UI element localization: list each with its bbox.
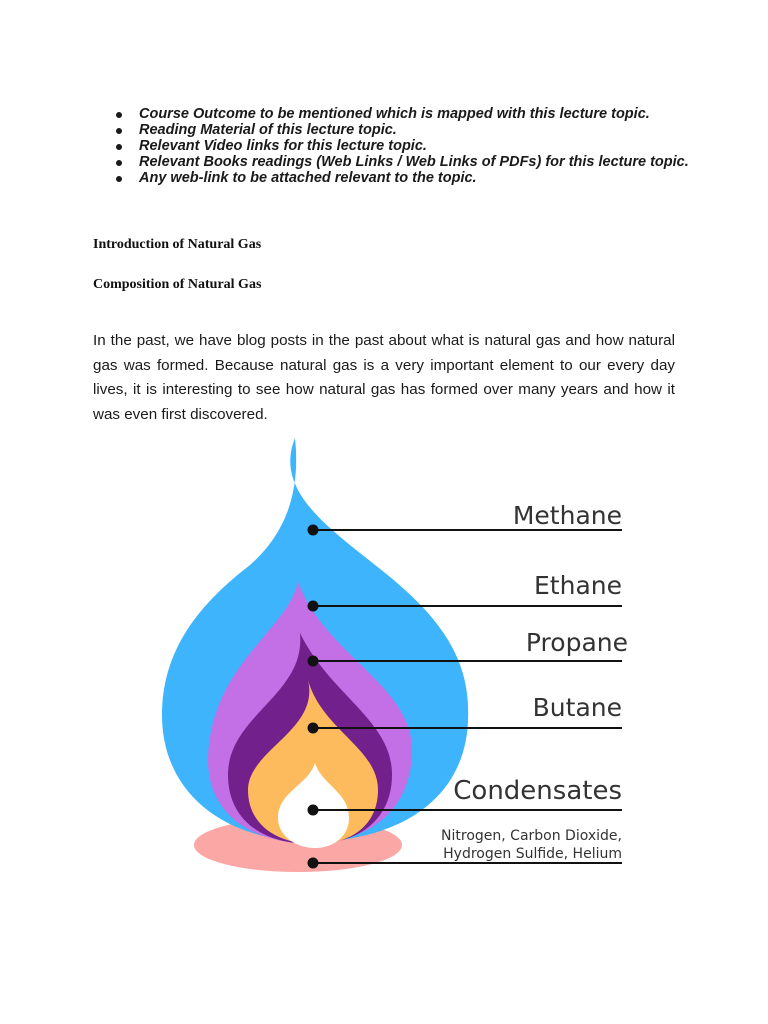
bullet-item xyxy=(114,122,704,138)
label-condensates: Condensates xyxy=(453,776,622,806)
bullet-dot-icon xyxy=(116,160,122,166)
bullet-text: Relevant Books readings (Web Links / Web Links of PDFs) for this lecture topic. xyxy=(139,154,689,170)
label-propane: Propane xyxy=(525,628,628,657)
body-paragraph: In the past, we have blog posts in the past about what is natural gas and how natural gas was formed. Because natural gas is a very important element to our every day lives, it is interesting to see how natural gas has formed over many years and how it was even first discovered. xyxy=(93,332,675,423)
bullet-item xyxy=(114,154,704,170)
bullet-text: Course Outcome to be mentioned which is mapped with this lecture topic. xyxy=(139,106,650,122)
leader-dot-propane xyxy=(308,656,319,667)
bullet-dot-icon xyxy=(116,128,122,134)
bullet-item xyxy=(114,170,704,186)
heading-introduction: Introduction of Natural Gas xyxy=(93,237,262,252)
leader-dot-butane xyxy=(308,723,319,734)
leader-dot-other-gases xyxy=(308,858,319,869)
label-other-gases-line2: Hydrogen Sulfide, Helium xyxy=(443,846,622,862)
bullet-text: Any web-link to be attached relevant to the topic. xyxy=(139,170,477,186)
leader-dot-ethane xyxy=(308,601,319,612)
label-ethane: Ethane xyxy=(534,571,622,600)
bullet-item xyxy=(114,106,704,122)
natural-gas-composition-diagram xyxy=(150,430,650,890)
leader-dot-condensates xyxy=(308,805,319,816)
bullet-item xyxy=(114,138,704,154)
label-methane: Methane xyxy=(512,501,622,530)
bullet-text: Reading Material of this lecture topic. xyxy=(139,122,397,138)
heading-composition: Composition of Natural Gas xyxy=(93,277,262,292)
bullet-dot-icon xyxy=(116,176,122,182)
bullet-dot-icon xyxy=(116,144,122,150)
leader-dot-methane xyxy=(308,525,319,536)
bullet-dot-icon xyxy=(116,112,122,118)
label-butane: Butane xyxy=(532,693,622,722)
bullet-text: Relevant Video links for this lecture topic. xyxy=(139,138,427,154)
lecture-checklist xyxy=(114,106,704,186)
label-other-gases-line1: Nitrogen, Carbon Dioxide, xyxy=(441,828,622,844)
